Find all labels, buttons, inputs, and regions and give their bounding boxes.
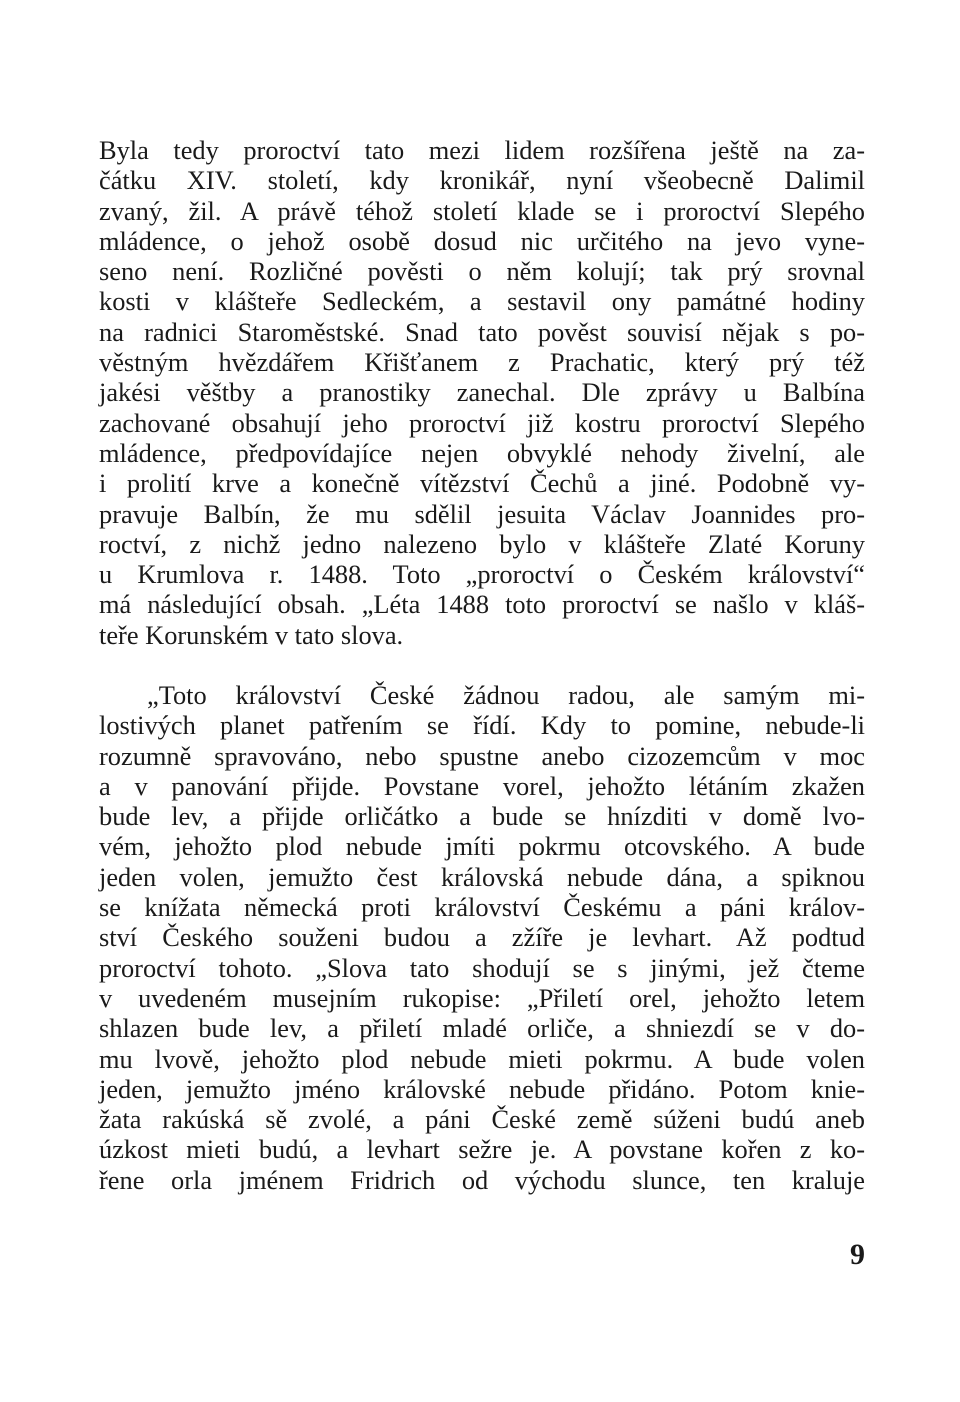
text-line: rozumně spravováno, nebo spustne anebo cizozemcům v moc [99,740,865,771]
text-line: mládence, předpovídajíce nejen obvyklé nehody živelní, ale [99,437,865,468]
text-line: vém, jehožto plod nebude jmíti pokrmu otcovského. A bude [99,831,865,862]
text-line: a v panování přijde. Povstane vorel, jehožto létáním zkažen [99,770,865,801]
text-line: se knížata německá proti království Českému a páni králov- [99,892,865,923]
text-line: ství Českého souženi budou a zžíře je levhart. Až podtud [99,922,865,953]
page-number: 9 [850,1238,865,1271]
text-line: roctví, z nichž jedno nalezeno bylo v klášteře Zlaté Koruny [99,528,865,559]
text-line: proroctví tohoto. „Slova tato shodují se s jinými, jež čteme [99,952,865,983]
text-line: věstným hvězdářem Křišťanem z Prachatic, který prý též [99,347,865,378]
text-line: kosti v klášteře Sedleckém, a sestavil ony památné hodiny [99,286,865,317]
text-line: teře Korunském v tato slova. [99,619,404,650]
text-line: čátku XIV. století, kdy kronikář, nyní všeobecně Dalimil [99,165,865,196]
text-line: v uvedeném musejním rukopise: „Přiletí orel, jehožto letem [99,982,865,1013]
text-line: úzkost mieti budú, a levhart sežre je. A povstane kořen z ko- [99,1134,865,1165]
paragraph-1 [99,135,865,650]
text-line: „Toto království České žádnou radou, ale samým mi- [147,680,865,710]
text-line: zvaný, žil. A právě téhož století klade se i proroctví Slepého [99,195,865,226]
text-line: i prolití krve a konečně vítězství Čechů a jiné. Podobně vy- [99,468,865,499]
text-line: řene orla jménem Fridrich od východu slunce, ten kraluje [99,1164,865,1195]
text-line: mu lvově, jehožto plod nebude mieti pokrmu. A bude volen [99,1043,865,1074]
text-line: jeden volen, jemužto čest královská nebude dána, a spiknou [99,861,865,892]
text-line: mládence, o jehož osobě dosud nic určitého na jevo vyne- [99,225,865,256]
paragraph-2 [99,680,865,1195]
text-line: lostivých planet patřením se řídí. Kdy to pomine, nebude-li [99,710,865,741]
text-line: na radnici Staroměstské. Snad tato pověst souvisí nějak s po- [99,316,865,347]
text-line: zachované obsahují jeho proroctví již kostru proroctví Slepého [99,407,865,438]
text-line: jeden, jemužto jméno královské nebude přidáno. Potom knie- [99,1073,865,1104]
text-line: seno není. Rozličné pověsti o něm kolují; tak prý srovnal [99,256,865,287]
text-line: bude lev, a přijde orličátko a bude se hnízditi v domě lvo- [99,801,865,832]
text-line: pravuje Balbín, že mu sdělil jesuita Václav Joannides pro- [99,498,865,529]
text-line: má následující obsah. „Léta 1488 toto proroctví se našlo v kláš- [99,589,865,620]
text-line: shlazen bude lev, a přiletí mladé orliče, a shniezdí se v do- [99,1013,865,1044]
text-line: Byla tedy proroctví tato mezi lidem rozšířena ještě na za- [99,135,865,165]
text-line: žata rakúská sě zvolé, a páni České země súženi budú aneb [99,1104,865,1135]
text-line: u Krumlova r. 1488. Toto „proroctví o Českém království“ [99,559,865,590]
text-line: jakési věštby a pranostiky zanechal. Dle zprávy u Balbína [99,377,865,408]
